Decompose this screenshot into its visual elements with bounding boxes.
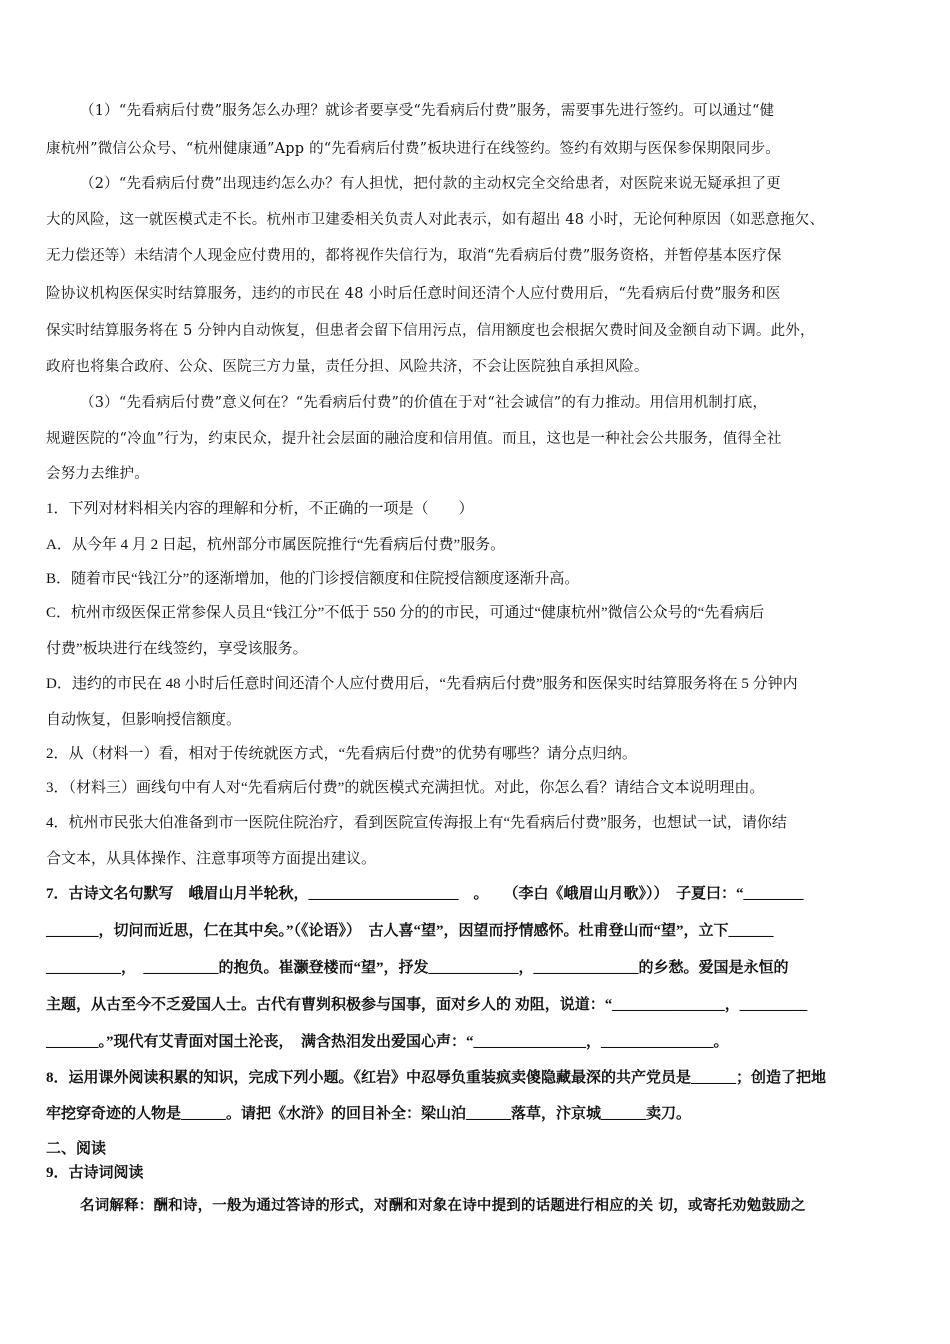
section-heading: 二、阅读 — [46, 1141, 107, 1157]
passage-line: 会努力去维护。 — [46, 466, 149, 482]
option-b: B．随着市民“钱江分”的逐渐增加，他的门诊授信额度和住院授信额度逐渐升高。 — [46, 571, 580, 587]
passage-line: （3）“先看病后付费”意义何在？“先看病后付费”的价值在于对“社会诚信”的有力推动。用信用机制打底， — [80, 395, 768, 411]
passage-line: （2）“先看病后付费”出现违约怎么办？有人担忧，把付款的主动权完全交给患者，对医院来说无疑承担了更 — [80, 176, 781, 192]
question-9: 9．古诗词阅读 — [46, 1165, 144, 1181]
question-7-cont: _______，切问而近思，仁在其中矣。”（《论语》） 古人喜“望”，因望而抒情感怀。杜甫登山而“望”，立下______ — [46, 923, 774, 939]
question-7-cont: 主题，从古至今不乏爱国人士。古代有曹刿积极参与国事，面对乡人的 劝阻，说道：“_______________，_________ — [46, 997, 808, 1013]
question-4-cont: 合文本，从具体操作、注意事项等方面提出建议。 — [46, 851, 377, 867]
question-8-cont: 牢挖穿奇迹的人物是______。请把《水浒》的回目补全：梁山泊______落草，汴京城______卖刀。 — [46, 1106, 692, 1122]
option-d-cont: 自动恢复，但影响授信额度。 — [46, 712, 242, 728]
passage-line: 政府也将集合政府、公众、医院三方力量，责任分担、风险共济，不会让医院独自承担风险。 — [46, 359, 649, 375]
option-c: C．杭州市级医保正常参保人员且“钱江分”不低于 550 分的的市民，可通过“健康杭州”微信公众号的“先看病后 — [46, 605, 765, 621]
passage-line: （1）“先看病后付费”服务怎么办理？就诊者要享受“先看病后付费”服务，需要事先进行签约。可以通过“健 — [80, 103, 775, 119]
question-1: 1．下列对材料相关内容的理解和分析，不正确的一项是（ ） — [46, 501, 474, 517]
passage-line: 保实时结算服务将在 5 分钟内自动恢复，但患者会留下信用污点，信用额度也会根据欠费时间及金额自动下调。此外， — [46, 323, 815, 339]
passage-line: 无力偿还等）未结清个人现金应付费用的，都将视作失信行为，取消“先看病后付费”服务资格，并暂停基本医疗保 — [46, 248, 782, 264]
passage-line: 大的风险，这一就医模式走不长。杭州市卫建委相关负责人对此表示，如有超出 48 小时，无论何种原因（如恶意拖欠、 — [46, 212, 825, 228]
question-7-cont: __________， __________的抱负。崔灏登楼而“望”，抒发____________，______________的乡愁。爱国是永恒的 — [46, 960, 789, 976]
passage-line: 险协议机构医保实时结算服务，违约的市民在 48 小时后任意时间还清个人应付费用后，“先看病后付费”服务和医 — [46, 286, 781, 302]
question-4: 4．杭州市民张大伯准备到市一医院住院治疗，看到医院宣传海报上有“先看病后付费”服务，也想试一试，请你结 — [46, 815, 787, 831]
question-2: 2．从（材料一）看，相对于传统就医方式，“先看病后付费”的优势有哪些？请分点归纳。 — [46, 746, 637, 762]
term-explanation: 名词解释：酬和诗，一般为通过答诗的形式，对酬和对象在诗中提到的话题进行相应的关 切，或寄托劝勉鼓励之 — [80, 1197, 806, 1214]
option-c-cont: 付费”板块进行在线签约，享受该服务。 — [46, 641, 308, 657]
passage-line: 康杭州”微信公众号、“杭州健康通”App 的“先看病后付费”板块进行在线签约。签约有效期与医保参保期限同步。 — [46, 141, 781, 157]
question-3: 3．（材料三）画线句中有人对“先看病后付费”的就医模式充满担忧。对此，你怎么看？请结合文本说明理由。 — [46, 780, 765, 796]
option-d: D．违约的市民在 48 小时后任意时间还清个人应付费用后，“先看病后付费”服务和医保实时结算服务将在 5 分钟内 — [46, 676, 798, 692]
question-8: 8．运用课外阅读积累的知识，完成下列小题。《红岩》中忍辱负重装疯卖傻隐藏最深的共产党员是______；创造了把地 — [46, 1070, 827, 1086]
passage-line: 规避医院的“冷血”行为，约束民众，提升社会层面的融洽度和信用值。而且，这也是一种社会公共服务，值得全社 — [46, 431, 782, 447]
question-7: 7．古诗文名句默写 峨眉山月半轮秋，____________________ 。 （李白《峨眉山月歌》）） 子夏曰：“________ — [46, 886, 804, 902]
option-a: A．从今年 4 月 2 日起，杭州部分市属医院推行“先看病后付费”服务。 — [46, 537, 506, 553]
question-7-cont: _______。”现代有艾青面对国土沦丧， 满含热泪发出爱国心声：“_______________，_______________。 — [46, 1034, 729, 1050]
